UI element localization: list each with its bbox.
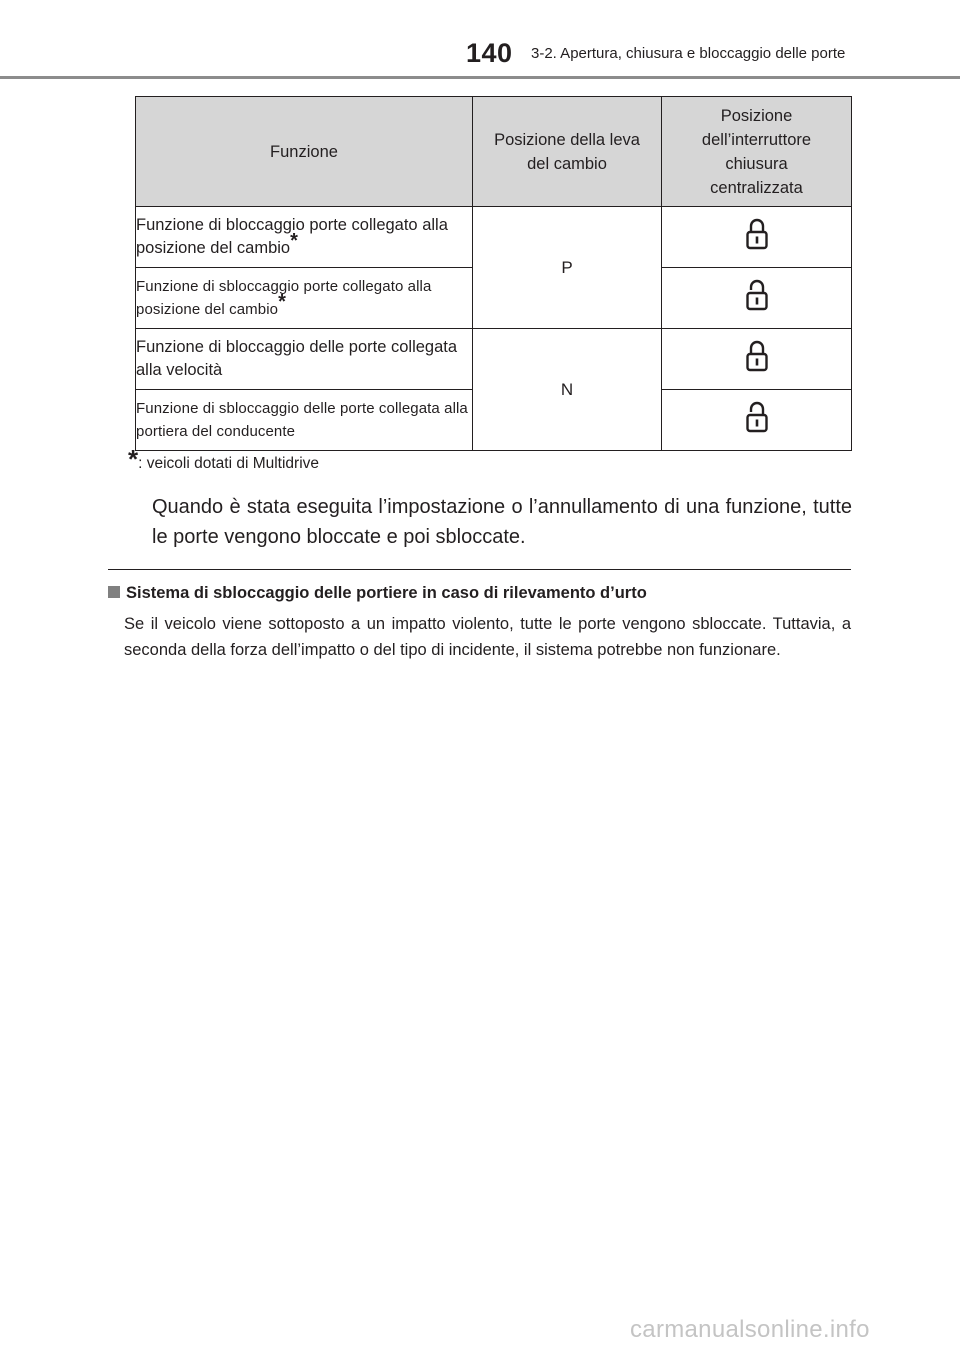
footnote-mark: * [290, 230, 298, 252]
section-heading: Sistema di sbloccaggio delle portiere in caso di rilevamento d’urto [108, 584, 647, 603]
section-title: 3-2. Apertura, chiusura e bloccaggio delle porte [531, 45, 846, 62]
square-bullet-icon [108, 586, 120, 598]
footnote-text: : veicoli dotati di Multidrive [138, 455, 320, 472]
header-function: Funzione [136, 97, 473, 207]
footnote-mark: * [128, 444, 139, 474]
lever-position-cell: N [473, 329, 662, 451]
note-paragraph: Quando è stata eseguita l’impostazione o l’annullamento di una funzione, tutte le porte vengono bloccate e poi sbloccate. [152, 496, 852, 548]
switch-cell [662, 329, 852, 390]
function-cell: Funzione di sbloccaggio porte collegato alla posizione del cambio* [136, 268, 473, 329]
page-header [0, 0, 960, 78]
unlock-icon [745, 278, 769, 312]
header-lever-position: Posizione della leva del cambio [473, 97, 662, 207]
unlock-icon [745, 400, 769, 434]
lock-icon [745, 339, 769, 373]
lock-icon [745, 217, 769, 251]
footnote [128, 444, 320, 474]
switch-cell [662, 207, 852, 268]
page-number: 140 [466, 38, 513, 68]
section-body: Se il veicolo viene sottoposto a un impatto violento, tutte le porte vengono sbloccate. Tuttavia, a seconda della forza dell’impatto o del tipo di incidente, il sistema potrebbe non funzionare. [124, 615, 851, 659]
header-rule [0, 76, 960, 79]
section-divider [108, 569, 851, 570]
table-header-row [136, 97, 852, 207]
footnote-mark: * [278, 291, 286, 313]
header-switch-position: Posizione dell’interruttore chiusura centralizzata [662, 97, 852, 207]
function-cell: Funzione di sbloccaggio delle porte collegata alla portiera del conducente [136, 390, 473, 451]
table-row [136, 329, 852, 390]
switch-cell [662, 390, 852, 451]
switch-cell [662, 268, 852, 329]
watermark: carmanualsonline.info [630, 1316, 870, 1343]
function-table [135, 96, 852, 451]
lever-position-cell: P [473, 207, 662, 329]
table-row [136, 207, 852, 268]
function-cell: Funzione di bloccaggio delle porte collegata alla velocità [136, 329, 473, 390]
function-cell: Funzione di bloccaggio porte collegato alla posizione del cambio* [136, 207, 473, 268]
